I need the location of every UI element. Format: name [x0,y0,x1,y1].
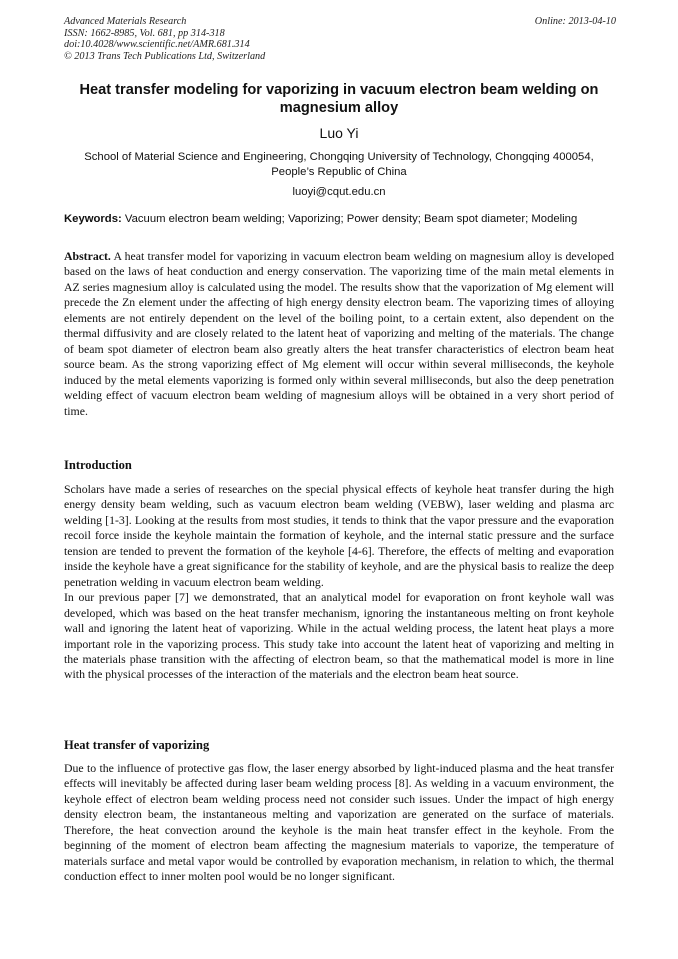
author-email[interactable]: luoyi@cqut.edu.cn [292,186,386,198]
abstract-label: Abstract. [64,249,111,263]
online-date: Online: 2013-04-10 [534,16,616,27]
issn-line: ISSN: 1662-8985, Vol. 681, pp 314-318 [64,27,225,39]
doi-line: doi:10.4028/www.scientific.net/AMR.681.314 [64,39,250,51]
abstract-text: A heat transfer model for vaporizing in vacuum electron beam welding on magnesium alloy is developed based on the laws of heat conduction and energy conservation. The vaporizing time of the main metal elements in AZ series magnesium alloy is calculated using the model. The results show that the vaporization of Mg element will precede the Zn element under the affecting of high energy density electron beam. The vaporizing times of alloying elements are not entirely dependent on the level of the boiling point, to a certain extent, also dependent on the thermal diffusivity and are closely related to the latent heat of vaporizing and melting of the materials. The change of beam spot diameter of electron beam also greatly alters the heat transfer characteristics of electron beam heat source beam. As the strong vaporizing effect of Mg element will occur within several milliseconds, the keyhole induced by the metal elements vaporizing is formed only within several milliseconds, but also the deep penetration welding effect of vacuum electron beam welding of magnesium alloys will be obtained in a very short period of time. [64,249,614,418]
paper-title: Heat transfer modeling for vaporizing in vacuum electron beam welding on magnesium alloy [79,82,599,116]
keywords-label: Keywords: [64,213,122,225]
heat-transfer-body [64,761,614,885]
copyright-line: © 2013 Trans Tech Publications Ltd, Switzerland [64,50,266,62]
journal-header [64,16,265,62]
journal-name: Advanced Materials Research [64,16,187,27]
author-name: Luo Yi [319,125,359,141]
abstract [64,249,614,419]
section-heading-introduction: Introduction [64,458,132,472]
introduction-paragraph-2: In our previous paper [7] we demonstrated, that an analytical model for evaporation on front keyhole wall was developed, which was based on the heat transfer mechanism, ignoring the instantaneous melting on front keyhole wall and ignoring the latent heat of vaporizing. While in the actual welding process, the latent heat plays a more important role in the vaporizing process. This study take into account the latent heat of vaporizing and melting in the materials phase transition with the affecting of electron beam, so that the mathematical model is more in line with the physical processes of the interaction of the materials and the electron beam heat source. [64,590,614,682]
keywords-text: Vacuum electron beam welding; Vaporizing; Power density; Beam spot diameter; Modeling [124,213,578,225]
author-affiliation: School of Material Science and Engineering, Chongqing University of Technology, Chongqing 400054, People’s Republic of China [84,151,594,178]
heat-transfer-paragraph-1: Due to the influence of protective gas flow, the laser energy absorbed by light-induced plasma and the heat transfer effects will inevitably be affected during laser beam welding process [8]. As welding in a vacuum environment, the keyhole effect of electron beam welding process need not consider such issues. Under the impact of high energy density electron beam, the instantaneous melting and vaporization are generated on the surface of materials. Therefore, the heat convection around the keyhole is the main heat transfer effect in the keyhole. From the beginning of the moment of electron beam affecting the magnesium materials to vaporize, the temperature of materials surface and metal vapor would be controlled by evaporation mechanism, in relation to which, the thermal conduction effect to inner molten pool would be no longer significant. [64,761,614,884]
section-heading-heat-transfer: Heat transfer of vaporizing [64,738,210,752]
introduction-body [64,482,614,683]
introduction-paragraph-1: Scholars have made a series of researches on the special physical effects of keyhole heat transfer during the high energy density beam welding, such as vacuum electron beam welding (VEBW), laser welding and plasma arc welding [1-3]. Looking at the results from most studies, it tends to think that the vapor pressure and the evaporation recoil force inside the keyhole maintain the formation of keyhole, and the internal static pressure and the surface tension are tended to prevent the formation of the keyhole [4-6]. Therefore, the effects of melting and evaporation inside the keyhole have a great significance for the stability of keyhole, and are the physical basis to realize the deep penetration welding in vacuum electron beam welding. [64,482,614,589]
keywords [64,212,614,227]
